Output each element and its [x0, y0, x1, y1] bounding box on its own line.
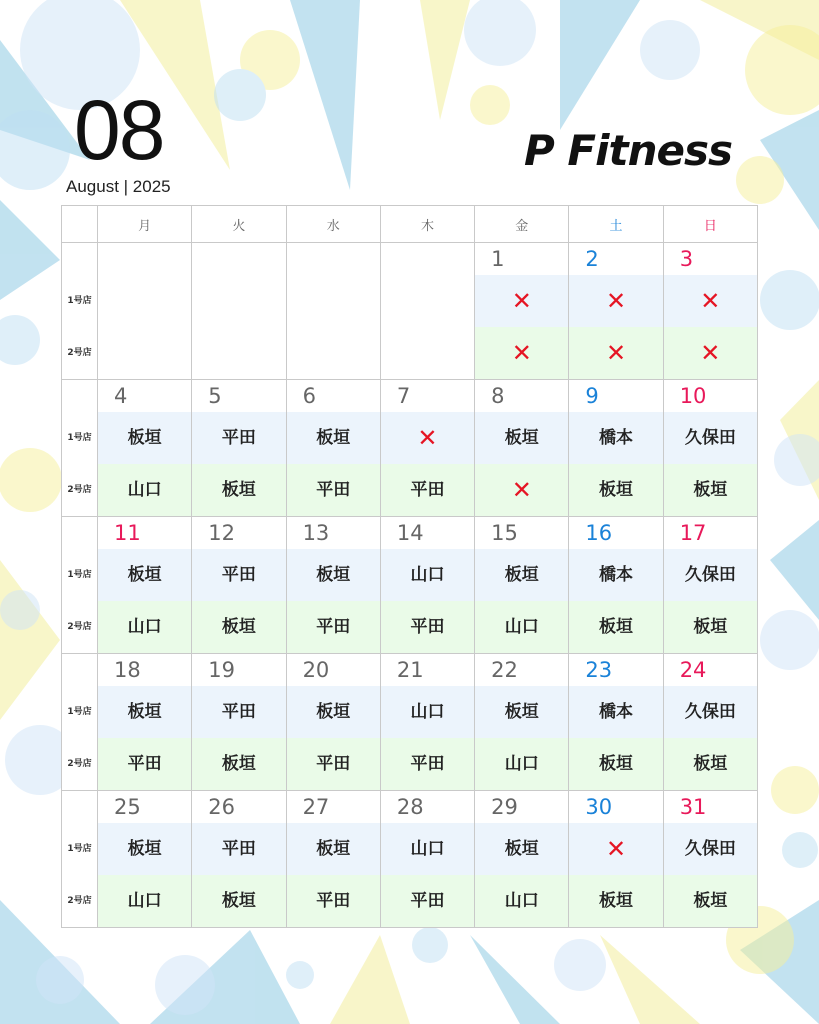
store-2-shift: 平田	[287, 875, 380, 927]
store-2-shift	[287, 327, 380, 379]
store-1-shift: 山口	[381, 686, 474, 738]
store-2-shift: 平田	[381, 464, 474, 516]
store-2-shift: 山口	[475, 738, 568, 790]
weekday-header-row	[62, 206, 758, 243]
day-cell	[663, 654, 757, 791]
store-2-shift: 山口	[475, 601, 568, 653]
store-1-shift: 板垣	[287, 686, 380, 738]
brand-logo: P Fitness	[524, 126, 732, 175]
day-cell	[286, 243, 380, 380]
day-number: 24	[679, 658, 707, 682]
store-1-shift: 板垣	[475, 412, 568, 464]
store-2-label: 2号店	[67, 896, 92, 906]
day-number: 26	[208, 795, 236, 819]
store-2-shift: 板垣	[192, 464, 285, 516]
day-cell	[192, 517, 286, 654]
day-number: 19	[208, 658, 236, 682]
day-number: 30	[585, 795, 613, 819]
store-2-shift: 山口	[98, 464, 191, 516]
day-cell	[98, 654, 192, 791]
day-cell	[569, 654, 663, 791]
store-2-shift: ✕	[475, 464, 568, 516]
day-number: 1	[491, 247, 505, 271]
store-2-shift: 板垣	[569, 875, 662, 927]
store-1-shift	[192, 275, 285, 327]
day-cell	[663, 243, 757, 380]
day-number: 31	[679, 795, 707, 819]
store-2-shift	[192, 327, 285, 379]
store-2-label: 2号店	[67, 622, 92, 632]
store-labels	[62, 517, 98, 654]
store-2-shift: 板垣	[664, 601, 757, 653]
week-row	[62, 243, 758, 380]
store-1-shift: 橋本	[569, 686, 662, 738]
day-cell	[98, 791, 192, 928]
store-1-shift	[381, 275, 474, 327]
weekday-sun: 日	[663, 206, 757, 243]
store-2-shift: 板垣	[569, 601, 662, 653]
store-1-shift: 久保田	[664, 686, 757, 738]
weekday-tue: 火	[192, 206, 286, 243]
store-2-shift: ✕	[475, 327, 568, 379]
store-2-shift	[381, 327, 474, 379]
day-number: 14	[396, 521, 424, 545]
day-number: 23	[585, 658, 613, 682]
day-cell	[192, 380, 286, 517]
store-1-label: 1号店	[67, 844, 92, 854]
day-number: 12	[208, 521, 236, 545]
store-1-shift: 板垣	[287, 549, 380, 601]
store-labels	[62, 654, 98, 791]
store-2-shift: 板垣	[569, 464, 662, 516]
store-2-shift: 板垣	[664, 464, 757, 516]
week-row	[62, 380, 758, 517]
store-2-shift: 板垣	[192, 875, 285, 927]
store-1-label: 1号店	[67, 570, 92, 580]
day-number: 17	[679, 521, 707, 545]
store-2-shift: 平田	[287, 738, 380, 790]
store-1-shift: 板垣	[287, 823, 380, 875]
store-1-shift: 板垣	[98, 686, 191, 738]
store-1-label: 1号店	[67, 296, 92, 306]
store-2-shift: ✕	[569, 327, 662, 379]
day-cell	[663, 517, 757, 654]
day-number: 25	[114, 795, 141, 819]
weekday-mon: 月	[98, 206, 192, 243]
store-1-shift: 板垣	[98, 412, 191, 464]
store-1-shift: 久保田	[664, 823, 757, 875]
day-cell	[192, 654, 286, 791]
store-2-shift: 板垣	[664, 738, 757, 790]
day-cell	[380, 791, 474, 928]
store-2-label: 2号店	[67, 348, 92, 358]
day-cell	[380, 654, 474, 791]
store-2-label: 2号店	[67, 485, 92, 495]
day-number: 8	[491, 384, 505, 408]
store-labels	[62, 243, 98, 380]
store-2-shift: 板垣	[569, 738, 662, 790]
weekday-sat: 土	[569, 206, 663, 243]
store-1-shift: 板垣	[475, 686, 568, 738]
week-row	[62, 791, 758, 928]
store-1-shift: 板垣	[475, 549, 568, 601]
store-1-shift: 橋本	[569, 549, 662, 601]
week-row	[62, 654, 758, 791]
store-2-label: 2号店	[67, 759, 92, 769]
store-1-shift: ✕	[475, 275, 568, 327]
store-2-shift: 平田	[98, 738, 191, 790]
month-label: August | 2025	[66, 177, 171, 196]
day-number	[192, 243, 285, 275]
day-number: 7	[396, 384, 411, 408]
day-cell	[475, 791, 569, 928]
store-2-shift: 平田	[287, 464, 380, 516]
day-cell	[286, 517, 380, 654]
day-number: 11	[114, 521, 141, 545]
day-number: 29	[491, 795, 518, 819]
store-2-shift: ✕	[664, 327, 757, 379]
day-number	[287, 243, 380, 275]
day-cell	[380, 243, 474, 380]
day-number: 21	[396, 658, 424, 682]
day-number	[98, 243, 191, 275]
day-cell	[569, 380, 663, 517]
day-cell	[475, 654, 569, 791]
store-2-shift	[98, 327, 191, 379]
day-cell	[286, 380, 380, 517]
day-cell	[98, 380, 192, 517]
store-1-shift: ✕	[569, 823, 662, 875]
store-1-shift	[287, 275, 380, 327]
store-2-shift: 山口	[98, 601, 191, 653]
day-number: 22	[491, 658, 518, 682]
day-number: 9	[585, 384, 599, 408]
weekday-fri: 金	[475, 206, 569, 243]
day-number: 18	[114, 658, 141, 682]
store-1-shift: 板垣	[98, 549, 191, 601]
store-1-shift: ✕	[569, 275, 662, 327]
weekday-thu: 木	[380, 206, 474, 243]
day-number: 6	[302, 384, 316, 408]
store-1-shift: 平田	[192, 412, 285, 464]
store-1-shift	[98, 275, 191, 327]
store-2-shift: 平田	[287, 601, 380, 653]
store-1-shift: 山口	[381, 549, 474, 601]
day-number: 27	[302, 795, 330, 819]
day-cell	[192, 243, 286, 380]
store-1-shift: 平田	[192, 686, 285, 738]
store-1-label: 1号店	[67, 707, 92, 717]
store-2-shift: 平田	[381, 601, 474, 653]
day-cell	[475, 380, 569, 517]
day-cell	[475, 243, 569, 380]
store-2-shift: 板垣	[664, 875, 757, 927]
store-1-shift: 板垣	[98, 823, 191, 875]
store-1-shift: 山口	[381, 823, 474, 875]
day-cell	[569, 243, 663, 380]
day-cell	[569, 791, 663, 928]
store-1-shift: 久保田	[664, 412, 757, 464]
day-number: 16	[585, 521, 613, 545]
store-1-shift: 久保田	[664, 549, 757, 601]
header-corner	[62, 206, 98, 243]
day-number: 28	[396, 795, 424, 819]
store-1-shift: 板垣	[287, 412, 380, 464]
store-1-shift: ✕	[381, 412, 474, 464]
day-number: 2	[585, 247, 599, 271]
day-cell	[663, 380, 757, 517]
store-labels	[62, 380, 98, 517]
shift-calendar	[61, 205, 758, 928]
day-cell	[98, 517, 192, 654]
store-2-shift: 山口	[475, 875, 568, 927]
week-row	[62, 517, 758, 654]
day-cell	[475, 517, 569, 654]
store-2-shift: 板垣	[192, 601, 285, 653]
store-1-shift: 平田	[192, 823, 285, 875]
day-number: 3	[679, 247, 694, 271]
day-number: 4	[114, 384, 128, 408]
store-2-shift: 平田	[381, 738, 474, 790]
day-cell	[286, 791, 380, 928]
day-number: 13	[302, 521, 330, 545]
store-labels	[62, 791, 98, 928]
day-number: 15	[491, 521, 518, 545]
day-number: 10	[679, 384, 707, 408]
store-1-shift: 橋本	[569, 412, 662, 464]
day-cell	[663, 791, 757, 928]
store-1-shift: 板垣	[475, 823, 568, 875]
store-2-shift: 山口	[98, 875, 191, 927]
day-cell	[286, 654, 380, 791]
day-cell	[380, 517, 474, 654]
day-number: 5	[208, 384, 222, 408]
month-number: 08	[74, 83, 164, 177]
day-cell	[380, 380, 474, 517]
weekday-wed: 水	[286, 206, 380, 243]
day-cell	[192, 791, 286, 928]
day-cell	[98, 243, 192, 380]
store-2-shift: 板垣	[192, 738, 285, 790]
store-2-shift: 平田	[381, 875, 474, 927]
store-1-label: 1号店	[67, 433, 92, 443]
day-number	[381, 243, 474, 275]
store-1-shift: ✕	[664, 275, 757, 327]
store-1-shift: 平田	[192, 549, 285, 601]
day-cell	[569, 517, 663, 654]
day-number: 20	[302, 658, 330, 682]
